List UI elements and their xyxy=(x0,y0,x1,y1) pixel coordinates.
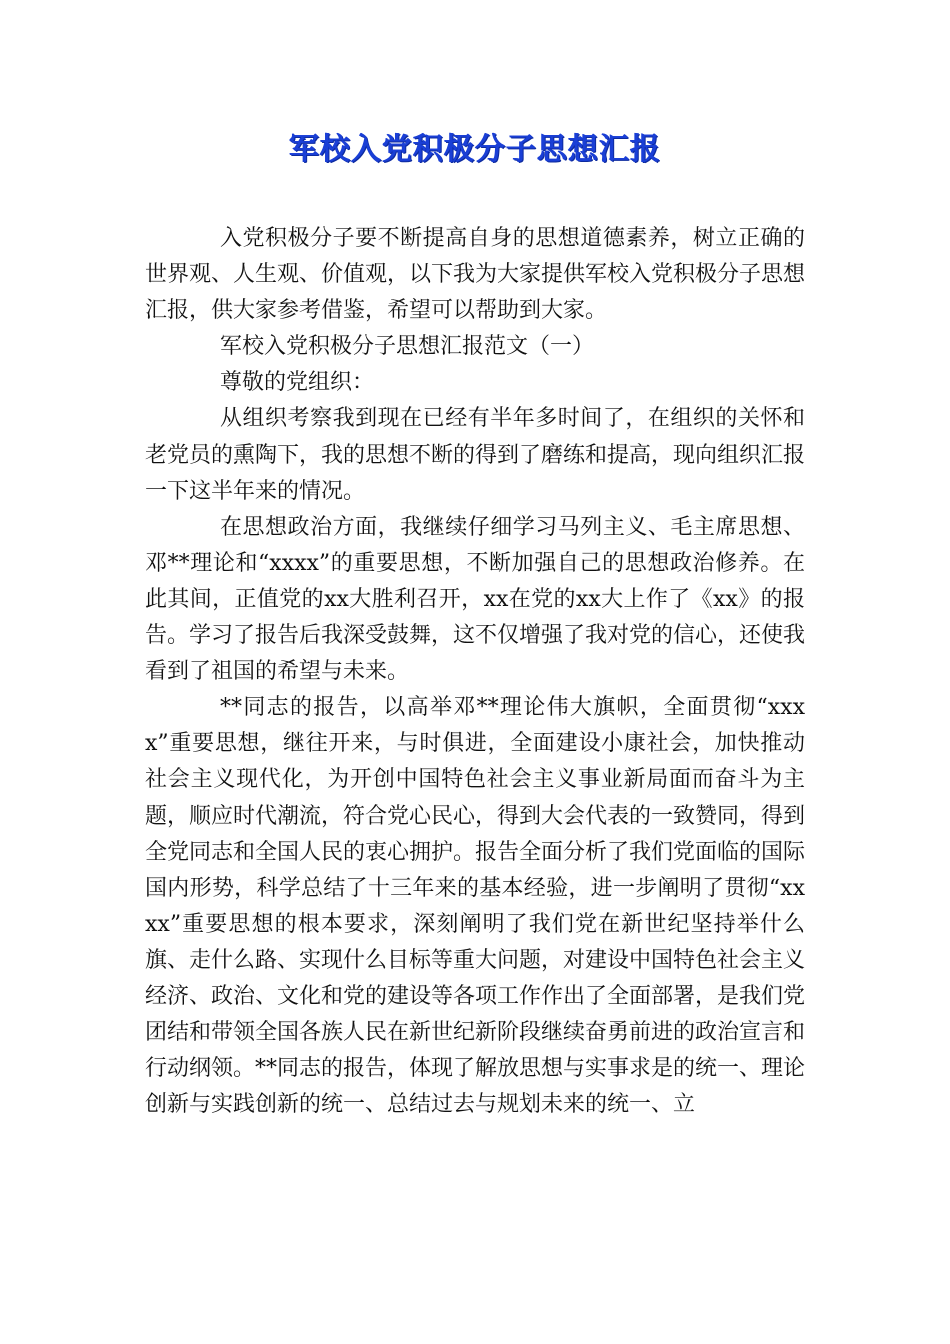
body-paragraph: **同志的报告，以高举邓**理论伟大旗帜，全面贯彻“xxxx”重要思想，继往开来，与时俱进，全面建设小康社会，加快推动社会主义现代化，为开创中国特色社会主义事业新局面而奋斗为主题，顺应时代潮流，符合党心民心，得到大会代表的一致赞同，得到全党同志和全国人民的衷心拥护。报告全面分析了我们党面临的国际国内形势，科学总结了十三年来的基本经验，进一步阐明了贯彻“xxxx”重要思想的根本要求，深刻阐明了我们党在新世纪坚持举什么旗、走什么路、实现什么目标等重大问题，对建设中国特色社会主义经济、政治、文化和党的建设等各项工作作出了全面部署，是我们党团结和带领全国各族人民在新世纪新阶段继续奋勇前进的政治宣言和行动纲领。**同志的报告，体现了解放思想与实事求是的统一、理论创新与实践创新的统一、总结过去与规划未来的统一、立 xyxy=(145,695,806,1118)
body-paragraph: 从组织考察我到现在已经有半年多时间了，在组织的关怀和老党员的熏陶下，我的思想不断的得到了磨练和提高，现向组织汇报一下这半年来的情况。 xyxy=(145,406,806,504)
section-heading: 军校入党积极分子思想汇报范文（一） xyxy=(220,334,595,360)
body-paragraph: 在思想政治方面，我继续仔细学习马列主义、毛主席思想、邓**理论和“xxxx”的重要思想，不断加强自己的思想政治修养。在此其间，正值党的xx大胜利召开，xx在党的xx大上作了《xx》的报告。学习了报告后我深受鼓舞，这不仅增强了我对党的信心，还使我看到了祖国的希望与未来。 xyxy=(145,514,806,685)
document-title: 军校入党积极分子思想汇报 xyxy=(289,132,661,167)
salutation: 尊敬的党组织： xyxy=(220,370,375,396)
document-body xyxy=(145,221,805,1123)
intro-paragraph: 入党积极分子要不断提高自身的思想道德素养，树立正确的世界观、人生观、价值观，以下我为大家提供军校入党积极分子思想汇报，供大家参考借鉴，希望可以帮助到大家。 xyxy=(145,226,806,324)
